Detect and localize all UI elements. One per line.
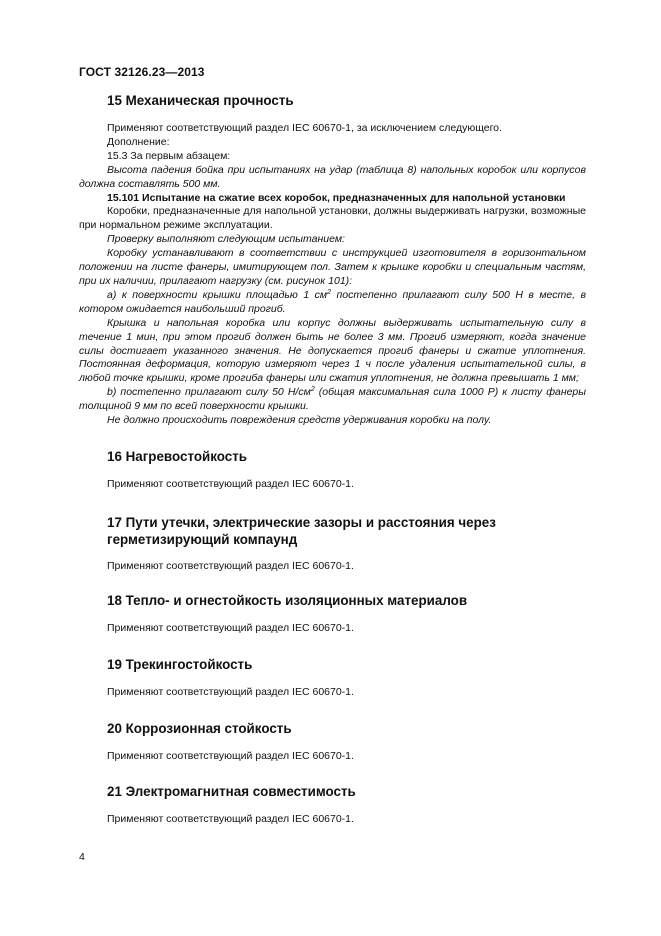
section-20-text: Применяют соответствующий раздел IEC 60670-1. xyxy=(107,749,354,762)
section-19-heading: 19 Трекингостойкость xyxy=(107,656,253,672)
page-number: 4 xyxy=(79,851,85,863)
s15-item-b-text-cont: (общая максимальная сила 1000 Р) к листу фанеры толщиной 9 мм по всей поверхности крышки. xyxy=(79,386,587,413)
s15-paragraph-9: Крышка и напольная коробка или корпус должны выдерживать испытательную силу в течение 1 мин, при этом прогиб должен быть не более 3 мм. Прогиб измеряют, когда значение силы достигает указанного значения. Не допускается прогиб фанеры и сжатие уплотнения. Постоянная деформация, которую измеряют через 1 ч после удаления испытательной силы, в любой точке крышки, кроме прогиба фанеры или сжатия уплотнения, не должна превышать 1 мм; xyxy=(79,316,586,385)
s15-item-a xyxy=(79,289,586,317)
section-17-text: Применяют соответствующий раздел IEC 60670-1. xyxy=(107,559,354,572)
section-17-heading: 17 Пути утечки, электрические зазоры и расстояния через герметизирующий компаунд xyxy=(107,514,496,547)
section-21-text: Применяют соответствующий раздел IEC 60670-1. xyxy=(107,813,354,826)
section-21-heading: 21 Электромагнитная совместимость xyxy=(107,784,356,800)
page-body xyxy=(79,92,586,827)
section-16-heading: 16 Нагревостойкость xyxy=(107,448,247,464)
section-16-text: Применяют соответствующий раздел IEC 60670-1. xyxy=(107,477,354,490)
s15-paragraph-11: Не должно происходить повреждения средств удерживания коробки на полу. xyxy=(107,414,492,427)
s15-item-a-text-cont: постепенно прилагают силу 500 Н в месте, в котором ожидается наибольший прогиб. xyxy=(79,288,586,315)
s15-item-a-sup: 2 xyxy=(327,288,331,296)
s15-item-a-text: a) к поверхности крышки площадью 1 см xyxy=(107,288,328,301)
s15-paragraph-3: 15.3 За первым абзацем: xyxy=(107,149,231,162)
section-15-heading: 15 Механическая прочность xyxy=(107,93,294,108)
section-18-text: Применяют соответствующий раздел IEC 60670-1. xyxy=(107,621,354,634)
s15-item-b-sup: 2 xyxy=(310,386,315,394)
s15-paragraph-4: Высота падения бойка при испытаниях на удар (таблица 8) напольных коробок или корпусов должна составлять 500 мм. xyxy=(79,163,586,190)
s15-paragraph-7: Коробку устанавливают в соответствии с инструкцией изготовителя в горизонтальном положении на листе фанеры, имитирующем пол. Затем к крышке коробки и специальным частям, при их наличии, прилагают нагрузку (см. рисунок 101): xyxy=(79,247,586,287)
s15-101-heading: 15.101 Испытание на сжатие всех коробок, предназначенных для напольной установки xyxy=(107,191,566,204)
s15-item-b xyxy=(79,386,586,414)
s15-paragraph-2: Дополнение: xyxy=(107,135,170,148)
s15-paragraph-6: Проверку выполняют следующим испытанием: xyxy=(107,233,345,246)
s15-paragraph-1: Применяют соответствующий раздел IEC 60670-1, за исключением следующего. xyxy=(107,122,502,134)
standard-designation: ГОСТ 32126.23—2013 xyxy=(79,65,205,79)
s15-item-b-text: b) постепенно прилагают силу 50 Н/см xyxy=(107,386,311,399)
section-18-heading: 18 Тепло- и огнестойкость изоляционных материалов xyxy=(107,592,468,608)
section-19-text: Применяют соответствующий раздел IEC 60670-1. xyxy=(107,685,354,698)
section-20-heading: 20 Коррозионная стойкость xyxy=(107,720,292,736)
s15-paragraph-5: Коробки, предназначенные для напольной установки, должны выдерживать нагрузки, возможные при нормальном режиме эксплуатации. xyxy=(79,205,586,232)
